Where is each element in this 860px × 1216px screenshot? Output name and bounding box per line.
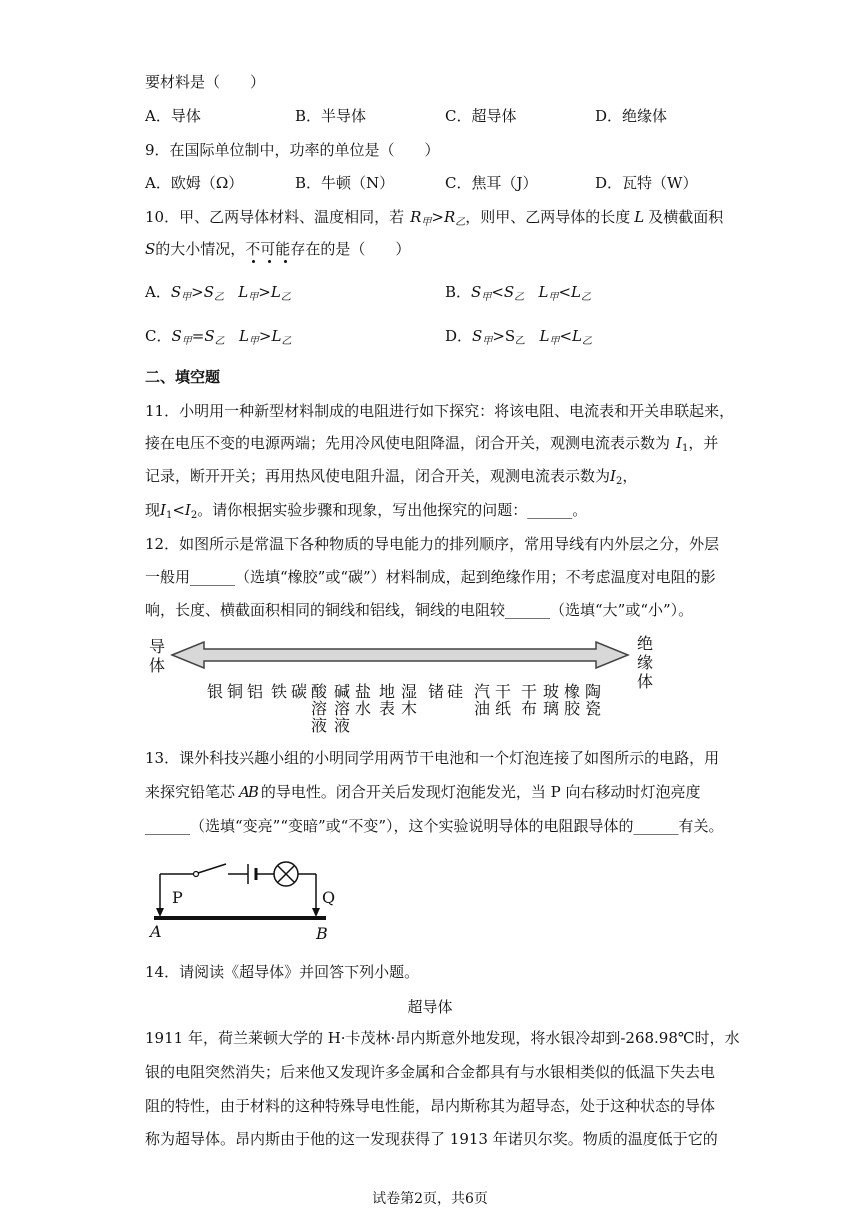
end-a-label: A bbox=[150, 922, 162, 941]
reading-line1: 1911 年，荷兰莱顿大学的 H·卡茂林·昂内斯意外地发现，将水银冷却到-268.98℃时，水 bbox=[145, 1029, 740, 1047]
q11-line2-symbol: $I_1$，并 bbox=[676, 434, 719, 454]
slider-q-label: Q bbox=[322, 888, 336, 907]
material-silicon: 硅 bbox=[446, 682, 463, 701]
q8-option-a: A．导体 bbox=[145, 107, 201, 125]
q12-line2: 一般用______（选填“橡胶”或“碳”）材料制成，起到绝缘作用；不考虑温度对电阻的影 bbox=[145, 568, 716, 586]
material-wet-wood: 湿木 bbox=[400, 682, 417, 718]
material-silver: 银 bbox=[206, 682, 223, 701]
material-dry-paper: 干纸 bbox=[494, 682, 511, 718]
reading-line4: 称为超导体。昂内斯由于他的这一发现获得了 1913 年诺贝尔奖。物质的温度低于它的 bbox=[145, 1130, 718, 1148]
q10-option-a: A．$S_甲>S_乙$ $L_甲>L_乙$ bbox=[145, 283, 291, 303]
q13-line1: 13．课外科技兴趣小组的小明同学用两节干电池和一个灯泡连接了如图所示的电路，用 bbox=[145, 749, 720, 767]
slider-p-label: P bbox=[172, 888, 183, 907]
q8-option-d: D．绝缘体 bbox=[595, 107, 668, 125]
material-ground: 地表 bbox=[378, 682, 395, 718]
reading-title: 超导体 bbox=[407, 998, 453, 1016]
q8-option-b: B．半导体 bbox=[295, 107, 367, 125]
material-salt-water: 盐水 bbox=[354, 682, 371, 718]
emphasis-not-possible: 不可能 bbox=[245, 240, 291, 258]
material-glass: 玻璃 bbox=[542, 682, 559, 718]
q8-stem-tail: 要材料是（ ） bbox=[145, 73, 266, 91]
emphasis-dot bbox=[252, 260, 255, 263]
q8-option-c: C．超导体 bbox=[445, 107, 517, 125]
material-dry-cloth: 干布 bbox=[520, 682, 537, 718]
double-arrow-icon bbox=[170, 640, 630, 670]
q12-line1: 12．如图所示是常温下各种物质的导电能力的排列顺序，常用导线有内外层之分，外层 bbox=[145, 535, 720, 553]
page-footer: 试卷第2页，共6页 bbox=[372, 1191, 488, 1207]
q13-line2: 来探究铅笔芯 AB 的导电性。闭合开关后发现灯泡能发光，当 P 向右移动时灯泡亮度 bbox=[145, 783, 701, 801]
q11-line4: 现$I_1<I_2$。请你根据实验步骤和现象，写出他探究的问题：______。 bbox=[145, 501, 588, 521]
reading-line2: 银的电阻突然消失；后来他又发现许多金属和合金都具有与水银相类似的低温下失去电 bbox=[145, 1063, 716, 1081]
material-ceramic: 陶瓷 bbox=[584, 682, 601, 718]
q9-option-b: B．牛顿（N） bbox=[295, 174, 395, 192]
section-title: 二、填空题 bbox=[145, 368, 221, 386]
q10-stem-line2: S的大小情况，不可能存在的是（ ） bbox=[145, 240, 411, 258]
q9-option-a: A．欧姆（Ω） bbox=[145, 174, 244, 192]
q14-stem: 14．请阅读《超导体》并回答下列小题。 bbox=[145, 963, 420, 981]
q10-stem-line1: 10．甲、乙两导体材料、温度相同，若 $R_甲>R_乙$，则甲、乙两导体的长度 L 及横截面积 bbox=[145, 208, 724, 228]
q9-stem: 9．在国际单位制中，功率的单位是（ ） bbox=[145, 141, 440, 159]
material-rubber: 橡胶 bbox=[563, 682, 580, 718]
material-germanium: 锗 bbox=[427, 682, 444, 701]
reading-line3: 阻的特性，由于材料的这种特殊导电性能，昂内斯称其为超导态，处于这种状态的导体 bbox=[145, 1097, 716, 1115]
conductor-label: 导体 bbox=[148, 637, 165, 675]
q10-option-b: B．$S_甲<S_乙$ $L_甲<L_乙$ bbox=[445, 283, 591, 303]
q12-line3: 响，长度、横截面积相同的铜线和铝线，铜线的电阻较______（选填“大”或“小”）。 bbox=[145, 601, 694, 619]
q11-line2: 接在电压不变的电源两端；先用冷风使电阻降温，闭合开关，观测电流表示数为 bbox=[145, 434, 671, 452]
material-aluminum: 铝 bbox=[246, 682, 263, 701]
insulator-label: 绝缘体 bbox=[636, 634, 653, 691]
material-iron: 铁 bbox=[270, 682, 287, 701]
q11-line3: 记录，断开开关；再用热风使电阻升温，闭合开关，观测电流表示数为$I_2$， bbox=[145, 467, 638, 487]
material-carbon: 碳 bbox=[290, 682, 307, 701]
q11-line1: 11．小明用一种新型材料制成的电阻进行如下探究：将该电阻、电流表和开关串联起来， bbox=[145, 402, 735, 420]
material-acid-solution: 酸溶液 bbox=[310, 682, 327, 735]
q9-option-c: C．焦耳（J） bbox=[445, 174, 538, 192]
end-b-label: B bbox=[316, 924, 328, 943]
q13-line3: ______（选填“变亮”“变暗”或“不变”），这个实验说明导体的电阻跟导体的______有关。 bbox=[145, 817, 724, 835]
q9-option-d: D．瓦特（W） bbox=[595, 174, 698, 192]
material-gasoline: 汽油 bbox=[473, 682, 490, 718]
q10-option-c: C．$S_甲=S_乙$ $L_甲>L_乙$ bbox=[145, 327, 292, 347]
emphasis-dot bbox=[284, 260, 287, 263]
emphasis-dot bbox=[268, 260, 271, 263]
material-copper: 铜 bbox=[226, 682, 243, 701]
material-alkali-solution: 碱溶液 bbox=[333, 682, 350, 735]
q10-option-d: D．$S_甲>S_乙$ $L_甲<L_乙$ bbox=[445, 327, 592, 347]
